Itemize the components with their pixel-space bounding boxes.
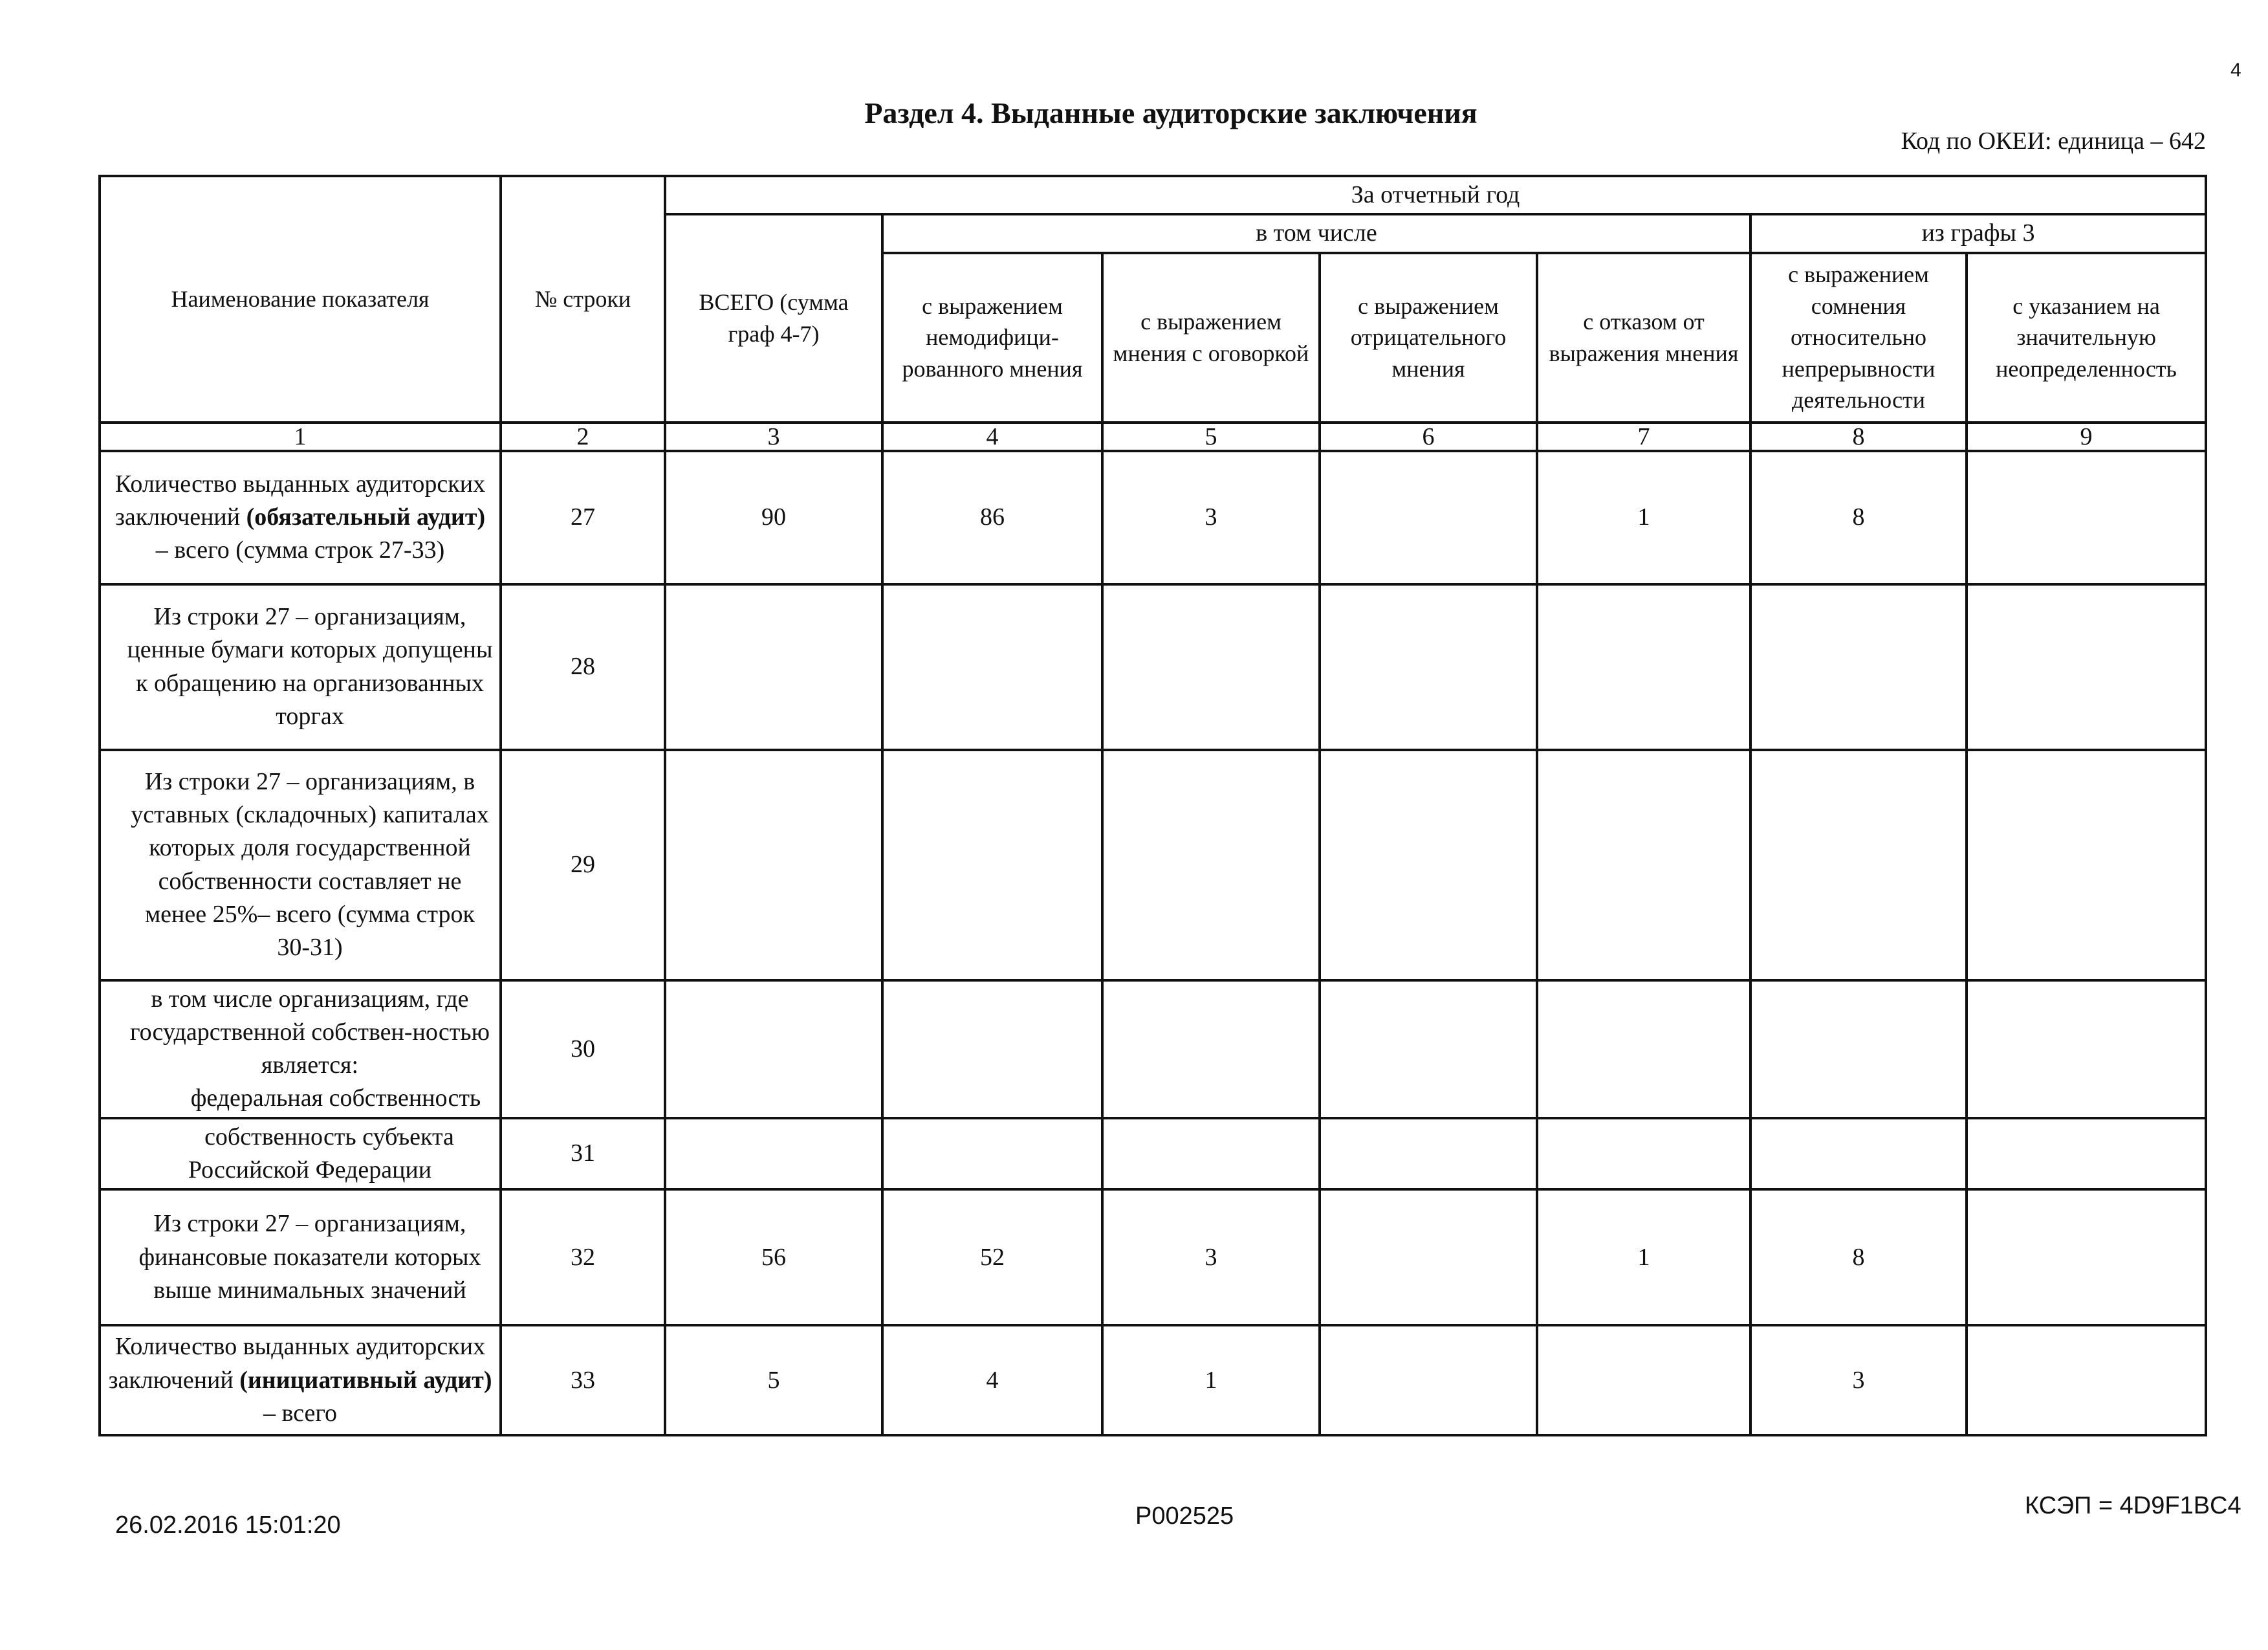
table-row [100, 980, 2206, 1118]
footer-ksep: КСЭП = 4D9F1BC4 [2025, 1492, 2241, 1519]
value-cell: 8 [1750, 451, 1967, 584]
row-name-text: – всего (сумма строк 27-33) [155, 536, 445, 564]
header-col9: с указанием на значительную неопределенность [1967, 253, 2206, 423]
table-row [100, 1189, 2206, 1325]
value-cell [1967, 1118, 2206, 1190]
table-row [100, 750, 2206, 980]
row-name-text: в том числе организациям, где государственной собствен-ностью является: [129, 985, 490, 1079]
value-cell: 3 [1750, 1325, 1967, 1435]
table-row [100, 1325, 2206, 1435]
header-col6: с выражением отрицательного мнения [1320, 253, 1537, 423]
value-cell: 86 [882, 451, 1102, 584]
value-cell [1967, 750, 2206, 980]
value-cell [1320, 451, 1537, 584]
row-name: Из строки 27 – организациям, ценные бумаги которых допущены к обращению на организованных торгах [100, 584, 501, 750]
value-cell [1102, 1118, 1320, 1190]
row-name [100, 1118, 501, 1190]
header-col7: с отказом от выражения мнения [1537, 253, 1750, 423]
row-name [100, 1325, 501, 1435]
value-cell: 52 [882, 1189, 1102, 1325]
value-cell [1967, 1325, 2206, 1435]
row-name-text: Количество выданных аудиторских заключений [114, 470, 486, 531]
column-number: 4 [882, 423, 1102, 451]
row-line-number: 31 [501, 1118, 665, 1190]
value-cell [1537, 980, 1750, 1118]
row-name-text: Количество выданных аудиторских заключений [108, 1333, 486, 1394]
value-cell [1320, 1118, 1537, 1190]
value-cell [1750, 1118, 1967, 1190]
value-cell [665, 750, 882, 980]
value-cell: 90 [665, 451, 882, 584]
value-cell [665, 980, 882, 1118]
header-name: Наименование показателя [100, 176, 501, 423]
column-number: 2 [501, 423, 665, 451]
value-cell [1537, 1325, 1750, 1435]
value-cell: 1 [1537, 451, 1750, 584]
row-name-subitem: федеральная собственность [190, 1084, 481, 1112]
column-number: 9 [1967, 423, 2206, 451]
row-name: Из строки 27 – организациям, в уставных (складочных) капиталах которых доля государственной собственности составляет не менее 25%– всего (сумма строк 30-31) [100, 750, 501, 980]
row-name [100, 980, 501, 1118]
audit-reports-table [98, 175, 2207, 1436]
header-col4: с выражением немодифици-рованного мнения [882, 253, 1102, 423]
value-cell: 3 [1102, 1189, 1320, 1325]
value-cell [1320, 584, 1537, 750]
value-cell: 56 [665, 1189, 882, 1325]
value-cell [665, 584, 882, 750]
value-cell [1537, 584, 1750, 750]
value-cell [1750, 584, 1967, 750]
value-cell [882, 750, 1102, 980]
value-cell: 3 [1102, 451, 1320, 584]
value-cell [1750, 980, 1967, 1118]
value-cell [1102, 750, 1320, 980]
header-line-number: № строки [501, 176, 665, 423]
footer-form-code: Р002525 [1135, 1502, 1234, 1530]
row-line-number: 29 [501, 750, 665, 980]
value-cell [1967, 1189, 2206, 1325]
row-name-bold: (обязательный аудит) [246, 503, 486, 531]
value-cell: 5 [665, 1325, 882, 1435]
section-title: Раздел 4. Выданные аудиторские заключения [864, 96, 1477, 129]
column-number: 8 [1750, 423, 1967, 451]
value-cell [1320, 750, 1537, 980]
row-line-number: 32 [501, 1189, 665, 1325]
footer-timestamp: 26.02.2016 15:01:20 [115, 1512, 341, 1539]
value-cell [1320, 1189, 1537, 1325]
value-cell [1537, 750, 1750, 980]
row-line-number: 33 [501, 1325, 665, 1435]
column-number: 5 [1102, 423, 1320, 451]
okei-code: Код по ОКЕИ: единица – 642 [1901, 127, 2206, 155]
header-total: ВСЕГО (сумма граф 4-7) [665, 214, 882, 422]
value-cell: 4 [882, 1325, 1102, 1435]
table-row [100, 584, 2206, 750]
value-cell [882, 584, 1102, 750]
header-col5: с выражением мнения с оговоркой [1102, 253, 1320, 423]
column-number: 1 [100, 423, 501, 451]
value-cell [1967, 451, 2206, 584]
column-numbers-row [100, 423, 2206, 451]
value-cell: 1 [1102, 1325, 1320, 1435]
row-name [100, 451, 501, 584]
value-cell [1967, 584, 2206, 750]
row-name-text: Российской Федерации [188, 1156, 432, 1184]
column-number: 3 [665, 423, 882, 451]
value-cell [882, 1118, 1102, 1190]
column-number: 7 [1537, 423, 1750, 451]
value-cell [1967, 980, 2206, 1118]
header-including: в том числе [882, 214, 1750, 252]
value-cell [1320, 1325, 1537, 1435]
header-from-col3: из графы 3 [1750, 214, 2206, 252]
row-line-number: 27 [501, 451, 665, 584]
page-number: 4 [2230, 60, 2241, 81]
value-cell [1750, 750, 1967, 980]
row-name-bold: (инициативный аудит) [239, 1366, 492, 1394]
value-cell [882, 980, 1102, 1118]
value-cell [1102, 584, 1320, 750]
row-line-number: 28 [501, 584, 665, 750]
table-row [100, 451, 2206, 584]
header-col8: с выражением сомнения относительно непрерывности деятельности [1750, 253, 1967, 423]
value-cell [665, 1118, 882, 1190]
row-line-number: 30 [501, 980, 665, 1118]
value-cell: 8 [1750, 1189, 1967, 1325]
row-name: Из строки 27 – организациям, финансовые показатели которых выше минимальных значений [100, 1189, 501, 1325]
value-cell [1320, 980, 1537, 1118]
row-name-subitem: собственность субъекта [204, 1123, 454, 1150]
row-name-text: – всего [263, 1400, 338, 1427]
header-reporting-year: За отчетный год [665, 176, 2206, 214]
value-cell: 1 [1537, 1189, 1750, 1325]
column-number: 6 [1320, 423, 1537, 451]
table-row [100, 1118, 2206, 1190]
value-cell [1102, 980, 1320, 1118]
value-cell [1537, 1118, 1750, 1190]
